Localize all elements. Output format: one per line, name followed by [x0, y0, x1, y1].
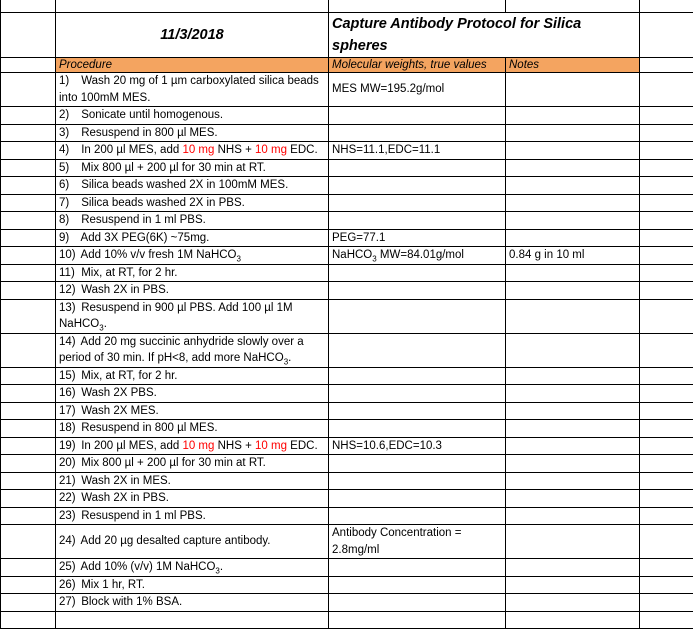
notes-cell[interactable]: [506, 212, 640, 230]
table-row: [1, 576, 693, 594]
notes-cell[interactable]: [506, 402, 640, 420]
notes-cell[interactable]: [506, 594, 640, 612]
row-tail-cell[interactable]: [640, 247, 693, 265]
table-row: [1, 159, 693, 177]
row-gutter-cell: [1, 58, 56, 73]
column-header-molecular-weights: Molecular weights, true values: [329, 58, 506, 73]
row-gutter-cell: [1, 107, 56, 125]
row-gutter-cell: [1, 282, 56, 300]
molecular-weight-cell[interactable]: [329, 472, 506, 490]
row-tail-cell[interactable]: [640, 142, 693, 160]
column-header-procedure: Procedure: [56, 58, 329, 73]
notes-cell[interactable]: [506, 525, 640, 559]
row-tail-cell[interactable]: [640, 559, 693, 577]
molecular-weight-cell[interactable]: NHS=10.6,EDC=10.3: [329, 437, 506, 455]
row-gutter-cell: [1, 73, 56, 107]
table-row: [1, 559, 693, 577]
table-row: [1, 73, 693, 107]
procedure-cell[interactable]: 12) Wash 2X in PBS.: [56, 282, 329, 300]
step-number: 27): [59, 594, 78, 611]
row-tail-cell[interactable]: [640, 402, 693, 420]
molecular-weight-cell[interactable]: MES MW=195.2g/mol: [329, 73, 506, 107]
row-tail-cell[interactable]: [640, 333, 693, 367]
step-number: 5): [59, 160, 78, 177]
procedure-cell[interactable]: 14) Add 20 mg succinic anhydride slowly over a period of 30 min. If pH<8, add more NaHCO$_3$.: [56, 333, 329, 367]
procedure-cell[interactable]: 27) Block with 1% BSA.: [56, 594, 329, 612]
row-gutter-cell: [1, 212, 56, 230]
table-row: [1, 299, 693, 333]
table-row: [1, 282, 693, 300]
row-tail-cell[interactable]: [640, 107, 693, 125]
procedure-cell[interactable]: 7) Silica beads washed 2X in PBS.: [56, 194, 329, 212]
notes-cell[interactable]: [506, 455, 640, 473]
row-gutter-cell: [1, 385, 56, 403]
row-gutter-cell: [1, 576, 56, 594]
row-gutter-cell: [1, 559, 56, 577]
row-gutter-cell: [1, 437, 56, 455]
notes-cell[interactable]: [506, 420, 640, 438]
row-tail-cell[interactable]: [640, 455, 693, 473]
notes-cell[interactable]: [506, 142, 640, 160]
table-row: [1, 264, 693, 282]
step-number: 13): [59, 300, 78, 317]
step-number: 21): [59, 473, 78, 490]
notes-cell[interactable]: [506, 559, 640, 577]
row-gutter-cell: [1, 402, 56, 420]
notes-cell[interactable]: [506, 385, 640, 403]
notes-cell[interactable]: [506, 73, 640, 107]
column-header-row: [1, 58, 693, 73]
step-number: 10): [59, 247, 78, 264]
step-number: 1): [59, 73, 78, 90]
row-tail-cell[interactable]: [640, 611, 693, 628]
step-number: 24): [59, 533, 78, 550]
step-number: 16): [59, 385, 78, 402]
row-tail-cell[interactable]: [640, 282, 693, 300]
table-row: [1, 437, 693, 455]
molecular-weight-cell[interactable]: [329, 507, 506, 525]
molecular-weight-cell[interactable]: [329, 576, 506, 594]
procedure-cell[interactable]: 20) Mix 800 µl + 200 µl for 30 min at RT.: [56, 455, 329, 473]
step-number: 22): [59, 490, 78, 507]
spacer-cell-c: [329, 0, 506, 13]
step-number: 12): [59, 282, 78, 299]
step-number: 4): [59, 142, 78, 159]
procedure-cell[interactable]: 26) Mix 1 hr, RT.: [56, 576, 329, 594]
molecular-weight-cell[interactable]: NHS=11.1,EDC=11.1: [329, 142, 506, 160]
molecular-weight-cell[interactable]: [329, 420, 506, 438]
table-row: [1, 594, 693, 612]
header-tail-cell: [640, 58, 693, 73]
table-row: [1, 229, 693, 247]
table-row: [1, 212, 693, 230]
row-tail-cell[interactable]: [640, 73, 693, 107]
table-row: [1, 402, 693, 420]
table-row: [1, 247, 693, 265]
molecular-weight-cell[interactable]: [329, 177, 506, 195]
row-tail-cell[interactable]: [640, 594, 693, 612]
notes-cell[interactable]: [506, 611, 640, 628]
procedure-cell[interactable]: 8) Resuspend in 1 ml PBS.: [56, 212, 329, 230]
spacer-cell-a: [1, 0, 56, 13]
row-tail-cell[interactable]: [640, 420, 693, 438]
row-gutter-cell: [1, 367, 56, 385]
table-row: [1, 455, 693, 473]
procedure-cell[interactable]: 13) Resuspend in 900 µl PBS. Add 100 µl 1M NaHCO$_3$.: [56, 299, 329, 333]
table-body: [1, 0, 693, 628]
molecular-weight-cell[interactable]: Antibody Concentration = 2.8mg/ml: [329, 525, 506, 559]
molecular-weight-cell[interactable]: [329, 594, 506, 612]
procedure-cell[interactable]: 24) Add 20 µg desalted capture antibody.: [56, 525, 329, 559]
row-tail-cell[interactable]: [640, 490, 693, 508]
table-row: [1, 420, 693, 438]
step-number: 9): [59, 230, 78, 247]
molecular-weight-cell[interactable]: [329, 107, 506, 125]
step-number: 17): [59, 403, 78, 420]
procedure-cell[interactable]: 15) Mix, at RT, for 2 hr.: [56, 367, 329, 385]
row-gutter-cell: [1, 472, 56, 490]
procedure-cell[interactable]: [56, 611, 329, 628]
molecular-weight-cell[interactable]: [329, 367, 506, 385]
molecular-weight-cell[interactable]: [329, 264, 506, 282]
row-gutter-cell: [1, 594, 56, 612]
step-number: 11): [59, 265, 78, 282]
row-gutter-cell: [1, 507, 56, 525]
column-header-notes: Notes: [506, 58, 640, 73]
step-number: 25): [59, 559, 78, 576]
notes-cell[interactable]: [506, 159, 640, 177]
notes-cell[interactable]: [506, 194, 640, 212]
row-tail-cell[interactable]: [640, 367, 693, 385]
table-row: [1, 177, 693, 195]
procedure-cell[interactable]: 17) Wash 2X MES.: [56, 402, 329, 420]
notes-cell[interactable]: [506, 472, 640, 490]
row-gutter-cell: [1, 177, 56, 195]
procedure-cell[interactable]: 11) Mix, at RT, for 2 hr.: [56, 264, 329, 282]
step-number: 3): [59, 125, 78, 142]
row-gutter-cell: [1, 455, 56, 473]
row-tail-cell[interactable]: [640, 507, 693, 525]
row-tail-cell[interactable]: [640, 525, 693, 559]
row-tail-cell[interactable]: [640, 212, 693, 230]
notes-cell[interactable]: [506, 367, 640, 385]
notes-cell[interactable]: [506, 229, 640, 247]
row-gutter-cell: [1, 142, 56, 160]
molecular-weight-cell[interactable]: [329, 559, 506, 577]
row-tail-cell[interactable]: [640, 177, 693, 195]
row-tail-cell[interactable]: [640, 385, 693, 403]
table-row: [1, 107, 693, 125]
spacer-cell-b: [56, 0, 329, 13]
notes-cell[interactable]: [506, 124, 640, 142]
notes-cell[interactable]: [506, 437, 640, 455]
procedure-cell[interactable]: 16) Wash 2X PBS.: [56, 385, 329, 403]
row-tail-cell[interactable]: [640, 159, 693, 177]
table-row: [1, 525, 693, 559]
spacer-cell-d: [506, 0, 640, 13]
molecular-weight-cell[interactable]: [329, 212, 506, 230]
molecular-weight-cell[interactable]: [329, 282, 506, 300]
notes-cell[interactable]: [506, 107, 640, 125]
step-number: 23): [59, 508, 78, 525]
procedure-cell[interactable]: 10) Add 10% v/v fresh 1M NaHCO$_3$: [56, 247, 329, 265]
row-tail-cell[interactable]: [640, 437, 693, 455]
page-title: Capture Antibody Protocol for Silica spheres: [329, 13, 640, 58]
molecular-weight-cell[interactable]: [329, 455, 506, 473]
document-date: 11/3/2018: [56, 13, 329, 58]
procedure-cell[interactable]: 23) Resuspend in 1 ml PBS.: [56, 507, 329, 525]
row-tail-cell[interactable]: [640, 194, 693, 212]
molecular-weight-cell[interactable]: [329, 124, 506, 142]
table-row: [1, 385, 693, 403]
molecular-weight-cell[interactable]: [329, 611, 506, 628]
notes-cell[interactable]: [506, 576, 640, 594]
procedure-cell[interactable]: 3) Resuspend in 800 µl MES.: [56, 124, 329, 142]
table-row: [1, 194, 693, 212]
notes-cell[interactable]: [506, 264, 640, 282]
notes-cell[interactable]: [506, 333, 640, 367]
procedure-cell[interactable]: 21) Wash 2X in MES.: [56, 472, 329, 490]
step-number: 6): [59, 177, 78, 194]
table-row: [1, 507, 693, 525]
procedure-cell[interactable]: 18) Resuspend in 800 µl MES.: [56, 420, 329, 438]
row-gutter-cell: [1, 299, 56, 333]
procedure-cell[interactable]: 1) Wash 20 mg of 1 µm carboxylated silica beads into 100mM MES.: [56, 73, 329, 107]
step-number: 18): [59, 420, 78, 437]
molecular-weight-cell[interactable]: [329, 159, 506, 177]
molecular-weight-cell[interactable]: [329, 490, 506, 508]
procedure-cell[interactable]: 5) Mix 800 µl + 200 µl for 30 min at RT.: [56, 159, 329, 177]
procedure-cell[interactable]: 19) In 200 µl MES, add 10 mg NHS + 10 mg EDC.: [56, 437, 329, 455]
molecular-weight-cell[interactable]: NaHCO$_3$ MW=84.01g/mol: [329, 247, 506, 265]
table-row: [1, 472, 693, 490]
notes-cell[interactable]: [506, 177, 640, 195]
trailing-empty-row: [1, 611, 693, 628]
table-row: [1, 333, 693, 367]
molecular-weight-cell[interactable]: [329, 299, 506, 333]
table-row: [1, 124, 693, 142]
title-tail-cell: [640, 13, 693, 58]
procedure-cell[interactable]: 25) Add 10% (v/v) 1M NaHCO$_3$.: [56, 559, 329, 577]
procedure-cell[interactable]: 2) Sonicate until homogenous.: [56, 107, 329, 125]
row-gutter-cell: [1, 264, 56, 282]
step-number: 20): [59, 455, 78, 472]
row-gutter-cell: [1, 194, 56, 212]
molecular-weight-cell[interactable]: [329, 402, 506, 420]
row-gutter-cell[interactable]: [1, 611, 56, 628]
step-number: 14): [59, 334, 78, 351]
row-gutter-cell: [1, 159, 56, 177]
row-gutter-cell: [1, 13, 56, 58]
step-number: 26): [59, 577, 78, 594]
procedure-cell[interactable]: 4) In 200 µl MES, add 10 mg NHS + 10 mg EDC.: [56, 142, 329, 160]
procedure-cell[interactable]: 6) Silica beads washed 2X in 100mM MES.: [56, 177, 329, 195]
row-tail-cell[interactable]: [640, 472, 693, 490]
molecular-weight-cell[interactable]: [329, 385, 506, 403]
spacer-cell-e: [640, 0, 693, 13]
spacer-row: [1, 0, 693, 13]
row-gutter-cell: [1, 229, 56, 247]
step-number: 15): [59, 368, 78, 385]
row-tail-cell[interactable]: [640, 576, 693, 594]
row-gutter-cell: [1, 333, 56, 367]
notes-cell[interactable]: [506, 507, 640, 525]
row-gutter-cell: [1, 490, 56, 508]
procedure-cell[interactable]: 9) Add 3X PEG(6K) ~75mg.: [56, 229, 329, 247]
row-tail-cell[interactable]: [640, 124, 693, 142]
table-row: [1, 490, 693, 508]
step-number: 2): [59, 107, 78, 124]
procedure-cell[interactable]: 22) Wash 2X in PBS.: [56, 490, 329, 508]
step-number: 8): [59, 212, 78, 229]
table-row: [1, 367, 693, 385]
title-row: [1, 13, 693, 58]
molecular-weight-cell[interactable]: [329, 333, 506, 367]
row-gutter-cell: [1, 420, 56, 438]
table-row: [1, 142, 693, 160]
row-gutter-cell: [1, 525, 56, 559]
step-number: 7): [59, 195, 78, 212]
row-tail-cell[interactable]: [640, 229, 693, 247]
molecular-weight-cell[interactable]: [329, 194, 506, 212]
row-tail-cell[interactable]: [640, 264, 693, 282]
notes-cell[interactable]: [506, 282, 640, 300]
step-number: 19): [59, 438, 78, 455]
notes-cell[interactable]: [506, 299, 640, 333]
notes-cell[interactable]: [506, 490, 640, 508]
notes-cell[interactable]: 0.84 g in 10 ml: [506, 247, 640, 265]
row-tail-cell[interactable]: [640, 299, 693, 333]
row-gutter-cell: [1, 247, 56, 265]
molecular-weight-cell[interactable]: PEG=77.1: [329, 229, 506, 247]
row-gutter-cell: [1, 124, 56, 142]
